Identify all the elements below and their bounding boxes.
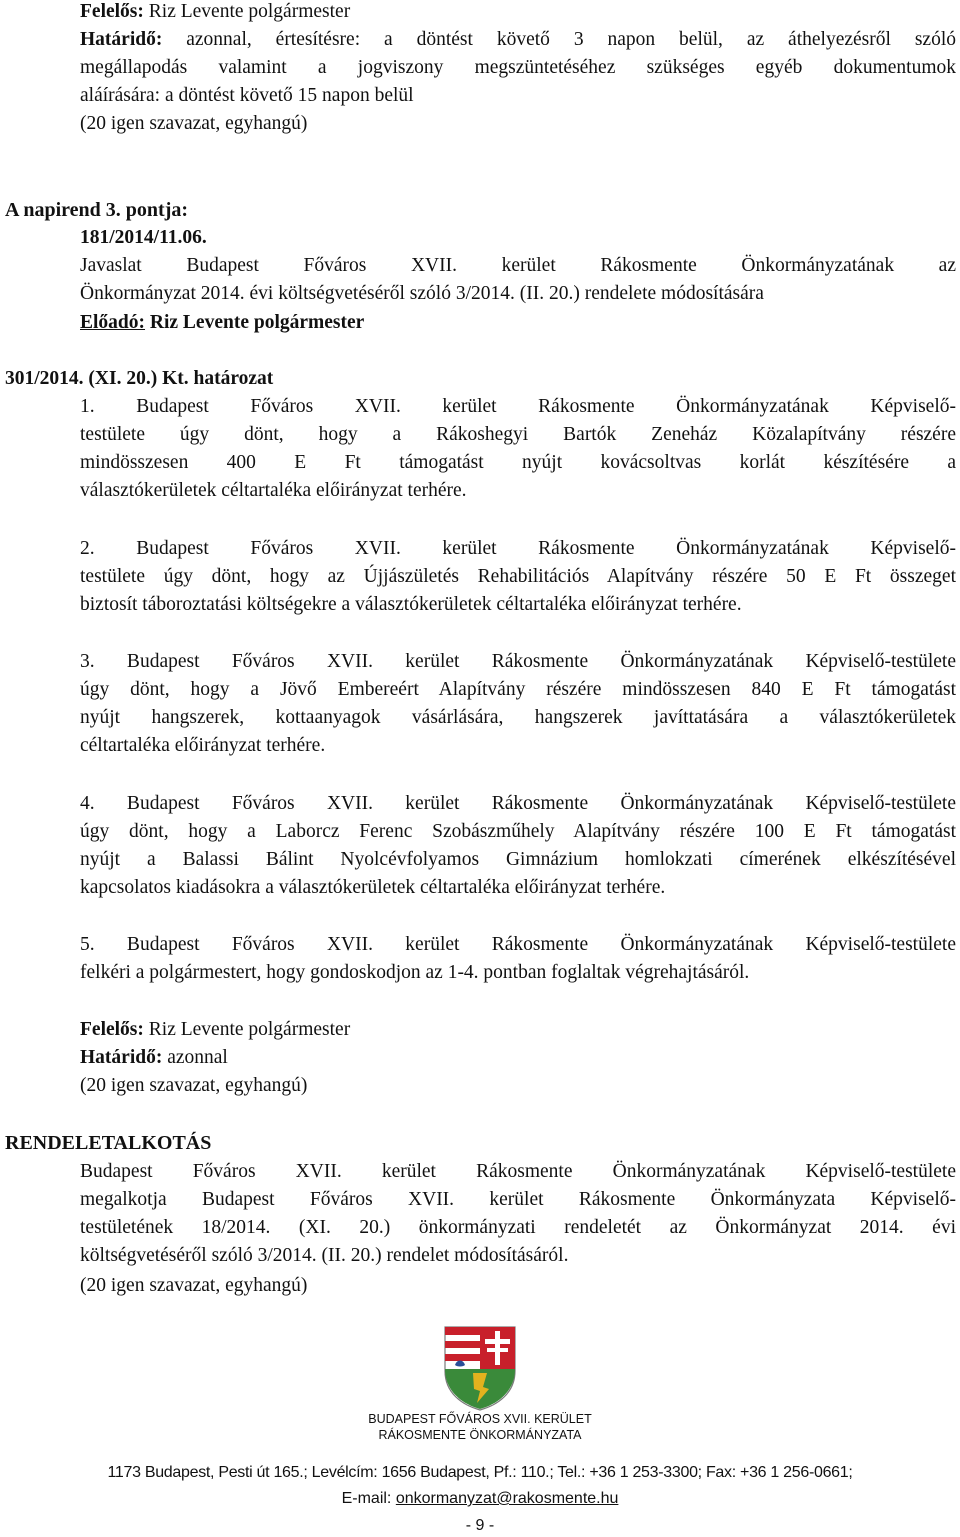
deadline-label: Határidő: bbox=[80, 1047, 163, 1068]
email-link[interactable]: onkormanyzat@rakosmente.hu bbox=[395, 1490, 619, 1507]
point-3-line: céltartaléka előirányzat terhére. bbox=[80, 735, 326, 756]
org-line-1: BUDAPEST FŐVÁROS XVII. KERÜLET bbox=[368, 1412, 592, 1426]
point-3-line: úgy dönt, hogy a Jövő Embereért Alapítvány részére mindösszesen 840 E Ft támogatást bbox=[80, 679, 956, 700]
point-2-line: 2. Budapest Főváros XVII. kerület Rákosmente Önkormányzatának Képviselő- bbox=[80, 538, 956, 559]
point-1-line: 1. Budapest Főváros XVII. kerület Rákosmente Önkormányzatának Képviselő- bbox=[80, 396, 956, 417]
presenter-line bbox=[80, 313, 364, 333]
district-coat-of-arms-icon bbox=[443, 1325, 517, 1411]
org-line-2: RÁKOSMENTE ÖNKORMÁNYZATA bbox=[378, 1428, 582, 1443]
email-label: E-mail: bbox=[341, 1490, 396, 1507]
point-4-line: 4. Budapest Főváros XVII. kerület Rákosmente Önkormányzatának Képviselő-testülete bbox=[80, 793, 956, 814]
point-2-line: testülete úgy dönt, hogy az Újjászületés Rehabilitációs Alapítvány részére 50 E Ft összeget bbox=[80, 566, 956, 587]
resolution-title: 301/2014. (XI. 20.) Kt. határozat bbox=[5, 368, 274, 389]
resolution-point-4 bbox=[80, 794, 956, 906]
point-1-line: mindösszesen 400 E Ft támogatást nyújt kovácsoltvas korlát készítésére a bbox=[80, 452, 956, 473]
decree-line: megalkotja Budapest Főváros XVII. kerület Rákosmente Önkormányzata Képviselő- bbox=[80, 1189, 956, 1210]
responsible-label: Felelős: bbox=[80, 1019, 144, 1040]
resolution-point-1 bbox=[80, 397, 956, 509]
decree-line: testületének 18/2014. (XI. 20.) önkormányzati rendeletét az Önkormányzat 2014. évi bbox=[80, 1217, 956, 1238]
resolution-deadline bbox=[80, 1048, 228, 1068]
email-line bbox=[0, 1490, 960, 1508]
proposal-line-2: Önkormányzat 2014. évi költségvetéséről szóló 3/2014. (II. 20.) rendelete módosítására bbox=[80, 283, 764, 304]
deadline-line-1: azonnal, értesítésre: a döntést követő 3 napon belül, az áthelyezésről szóló bbox=[162, 29, 956, 50]
page-number: - 9 - bbox=[465, 1517, 495, 1534]
point-3-line: 3. Budapest Főváros XVII. kerület Rákosmente Önkormányzatának Képviselő-testülete bbox=[80, 651, 956, 672]
decree-line: Budapest Főváros XVII. kerület Rákosmente Önkormányzatának Képviselő-testülete bbox=[80, 1161, 956, 1182]
agenda-proposal bbox=[80, 256, 956, 312]
responsible-value: Riz Levente polgármester bbox=[143, 1, 351, 22]
agenda-heading: A napirend 3. pontja: bbox=[5, 199, 189, 221]
presenter-value: Riz Levente polgármester bbox=[145, 312, 365, 333]
deadline-line-3: aláírására: a döntést követő 15 napon belül bbox=[80, 85, 414, 106]
deadline-value: azonnal bbox=[162, 1047, 228, 1068]
point-4-line: úgy dönt, hogy a Laborcz Ferenc Szobászműhely Alapítvány részére 100 E Ft támogatást bbox=[80, 821, 956, 842]
contact-address: 1173 Budapest, Pesti út 165.; Levélcím: 1656 Budapest, Pf.: 110.; Tel.: +36 1 253-3300; Fax: +36 1 256-0661; bbox=[107, 1464, 853, 1481]
deadline-paragraph bbox=[80, 30, 956, 114]
decree-heading: RENDELETALKOTÁS bbox=[5, 1132, 212, 1154]
point-1-line: testülete úgy dönt, hogy a Rákoshegyi Bartók Zeneház Közalapítvány részére bbox=[80, 424, 956, 445]
vote-result: (20 igen szavazat, egyhangú) bbox=[80, 113, 308, 134]
point-2-line: biztosít táboroztatási költségekre a választókerületek céltartaléka előirányzat terhére. bbox=[80, 594, 742, 615]
point-4-line: nyújt a Balassi Bálint Nyolcévfolyamos Gimnázium homlokzati címerének elkészítésével bbox=[80, 849, 956, 870]
point-1-line: választókerületek céltartaléka előirányzat terhére. bbox=[80, 480, 467, 501]
point-3-line: nyújt hangszerek, kottaanyagok vásárlására, hangszerek javíttatására a választókerületek bbox=[80, 707, 956, 728]
proposal-line-1: Javaslat Budapest Főváros XVII. kerület Rákosmente Önkormányzatának az bbox=[80, 255, 956, 276]
resolution-responsible bbox=[80, 1020, 350, 1040]
agenda-number: 181/2014/11.06. bbox=[80, 227, 207, 248]
point-5-line: 5. Budapest Főváros XVII. kerület Rákosmente Önkormányzatának Képviselő-testülete bbox=[80, 934, 956, 955]
deadline-line-2: megállapodás valamint a jogviszony megszüntetéséhez szükséges egyéb dokumentumok bbox=[80, 57, 956, 78]
responsible-label: Felelős: bbox=[80, 1, 144, 22]
decree-paragraph bbox=[80, 1162, 956, 1274]
presenter-label: Előadó: bbox=[80, 312, 146, 333]
organization-name bbox=[0, 1411, 960, 1444]
resolution-point-2 bbox=[80, 539, 956, 623]
vote-result: (20 igen szavazat, egyhangú) bbox=[80, 1275, 308, 1296]
responsible-line bbox=[80, 2, 350, 22]
vote-result: (20 igen szavazat, egyhangú) bbox=[80, 1075, 308, 1096]
responsible-value: Riz Levente polgármester bbox=[143, 1019, 351, 1040]
point-5-line: felkéri a polgármestert, hogy gondoskodjon az 1-4. pontban foglaltak végrehajtásáról. bbox=[80, 962, 750, 983]
resolution-point-5 bbox=[80, 935, 956, 991]
resolution-point-3 bbox=[80, 652, 956, 764]
deadline-label: Határidő: bbox=[80, 29, 163, 50]
decree-line: költségvetéséről szóló 3/2014. (II. 20.) rendelet módosításáról. bbox=[80, 1245, 569, 1266]
point-4-line: kapcsolatos kiadásokra a választókerületek céltartaléka előirányzat terhére. bbox=[80, 877, 666, 898]
